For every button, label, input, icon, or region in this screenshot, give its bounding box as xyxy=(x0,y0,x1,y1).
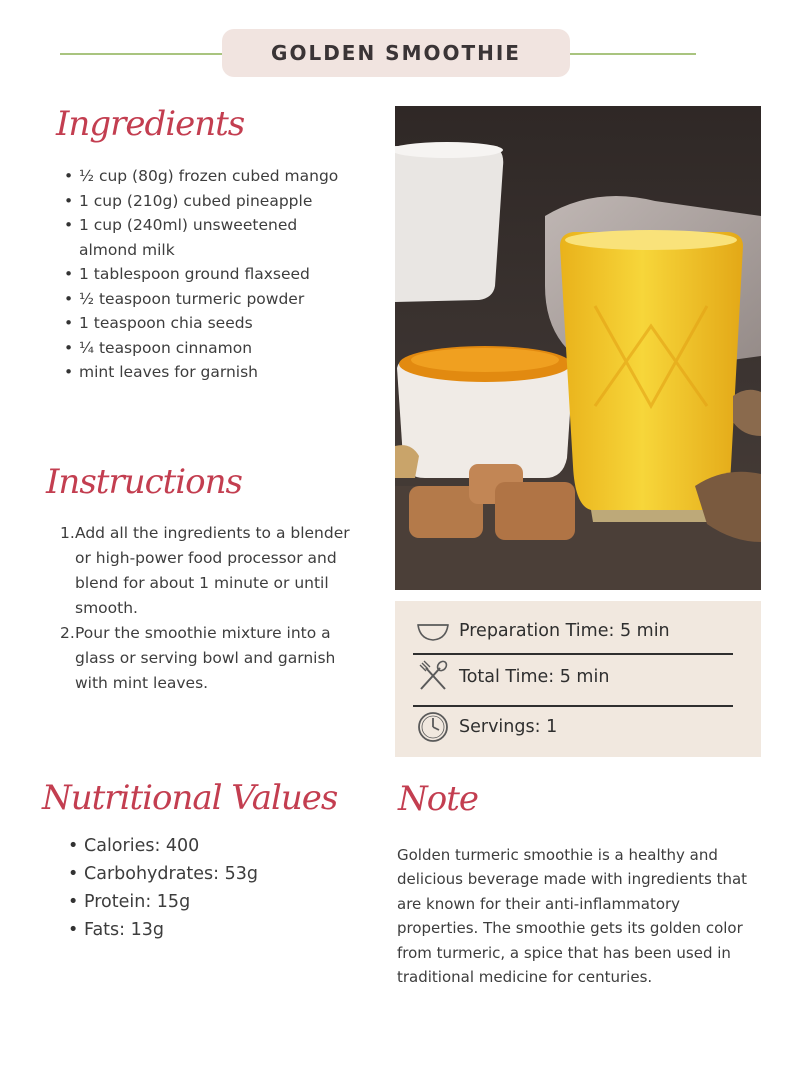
list-item xyxy=(60,521,360,621)
list-item: • Fats: 13g xyxy=(66,916,356,944)
page-title: GOLDEN SMOOTHIE xyxy=(271,41,521,65)
nutrition-title: Nutritional Values xyxy=(42,778,338,818)
list-item: • ½ cup (80g) frozen cubed mango xyxy=(62,164,352,189)
list-item: • ¼ teaspoon cinnamon xyxy=(62,336,352,361)
step-number: 2. xyxy=(60,624,75,642)
ingredients-list xyxy=(62,164,352,385)
instructions-title: Instructions xyxy=(46,462,242,502)
list-item: • 1 cup (240ml) unsweetened almond milk xyxy=(62,213,352,262)
servings: Servings: 1 xyxy=(459,717,558,737)
note-text: Golden turmeric smoothie is a healthy and delicious beverage made with ingredients that are known for their anti-inflammatory properties. The smoothie gets its golden color from turmeric, a spice that has been used in traditional medicine for centuries. xyxy=(397,846,748,987)
list-item xyxy=(60,621,360,696)
total-time-row xyxy=(413,657,733,697)
smoothie-illustration xyxy=(395,106,761,590)
servings-row xyxy=(413,707,733,747)
list-item: • Protein: 15g xyxy=(66,888,356,916)
list-item: • ½ teaspoon turmeric powder xyxy=(62,287,352,312)
list-item: • Calories: 400 xyxy=(66,832,356,860)
ingredients-title: Ingredients xyxy=(56,104,245,144)
divider xyxy=(413,653,733,655)
clock-icon xyxy=(413,709,453,745)
list-item: • 1 tablespoon ground flaxseed xyxy=(62,262,352,287)
header-pill xyxy=(222,29,570,77)
prep-time: Preparation Time: 5 min xyxy=(459,621,670,641)
header-line-right xyxy=(566,53,696,55)
list-item: • 1 cup (210g) cubed pineapple xyxy=(62,189,352,214)
list-item: • 1 teaspoon chia seeds xyxy=(62,311,352,336)
recipe-info-box xyxy=(395,601,761,757)
step-number: 1. xyxy=(60,524,75,542)
total-time: Total Time: 5 min xyxy=(459,667,610,687)
list-item: • mint leaves for garnish xyxy=(62,360,352,385)
nutrition-list xyxy=(66,832,356,944)
header-line-left xyxy=(60,53,226,55)
smoothie-photo xyxy=(395,106,761,590)
step-text: Add all the ingredients to a blender or high-power food processor and blend for about 1 minute or until smooth. xyxy=(75,524,350,617)
list-item: • Carbohydrates: 53g xyxy=(66,860,356,888)
fork-spoon-icon xyxy=(413,659,453,695)
note-title: Note xyxy=(398,779,479,819)
bowl-icon xyxy=(413,613,453,649)
instructions-list xyxy=(60,521,360,696)
prep-time-row xyxy=(413,611,733,651)
step-text: Pour the smoothie mixture into a glass or serving bowl and garnish with mint leaves. xyxy=(75,624,336,692)
